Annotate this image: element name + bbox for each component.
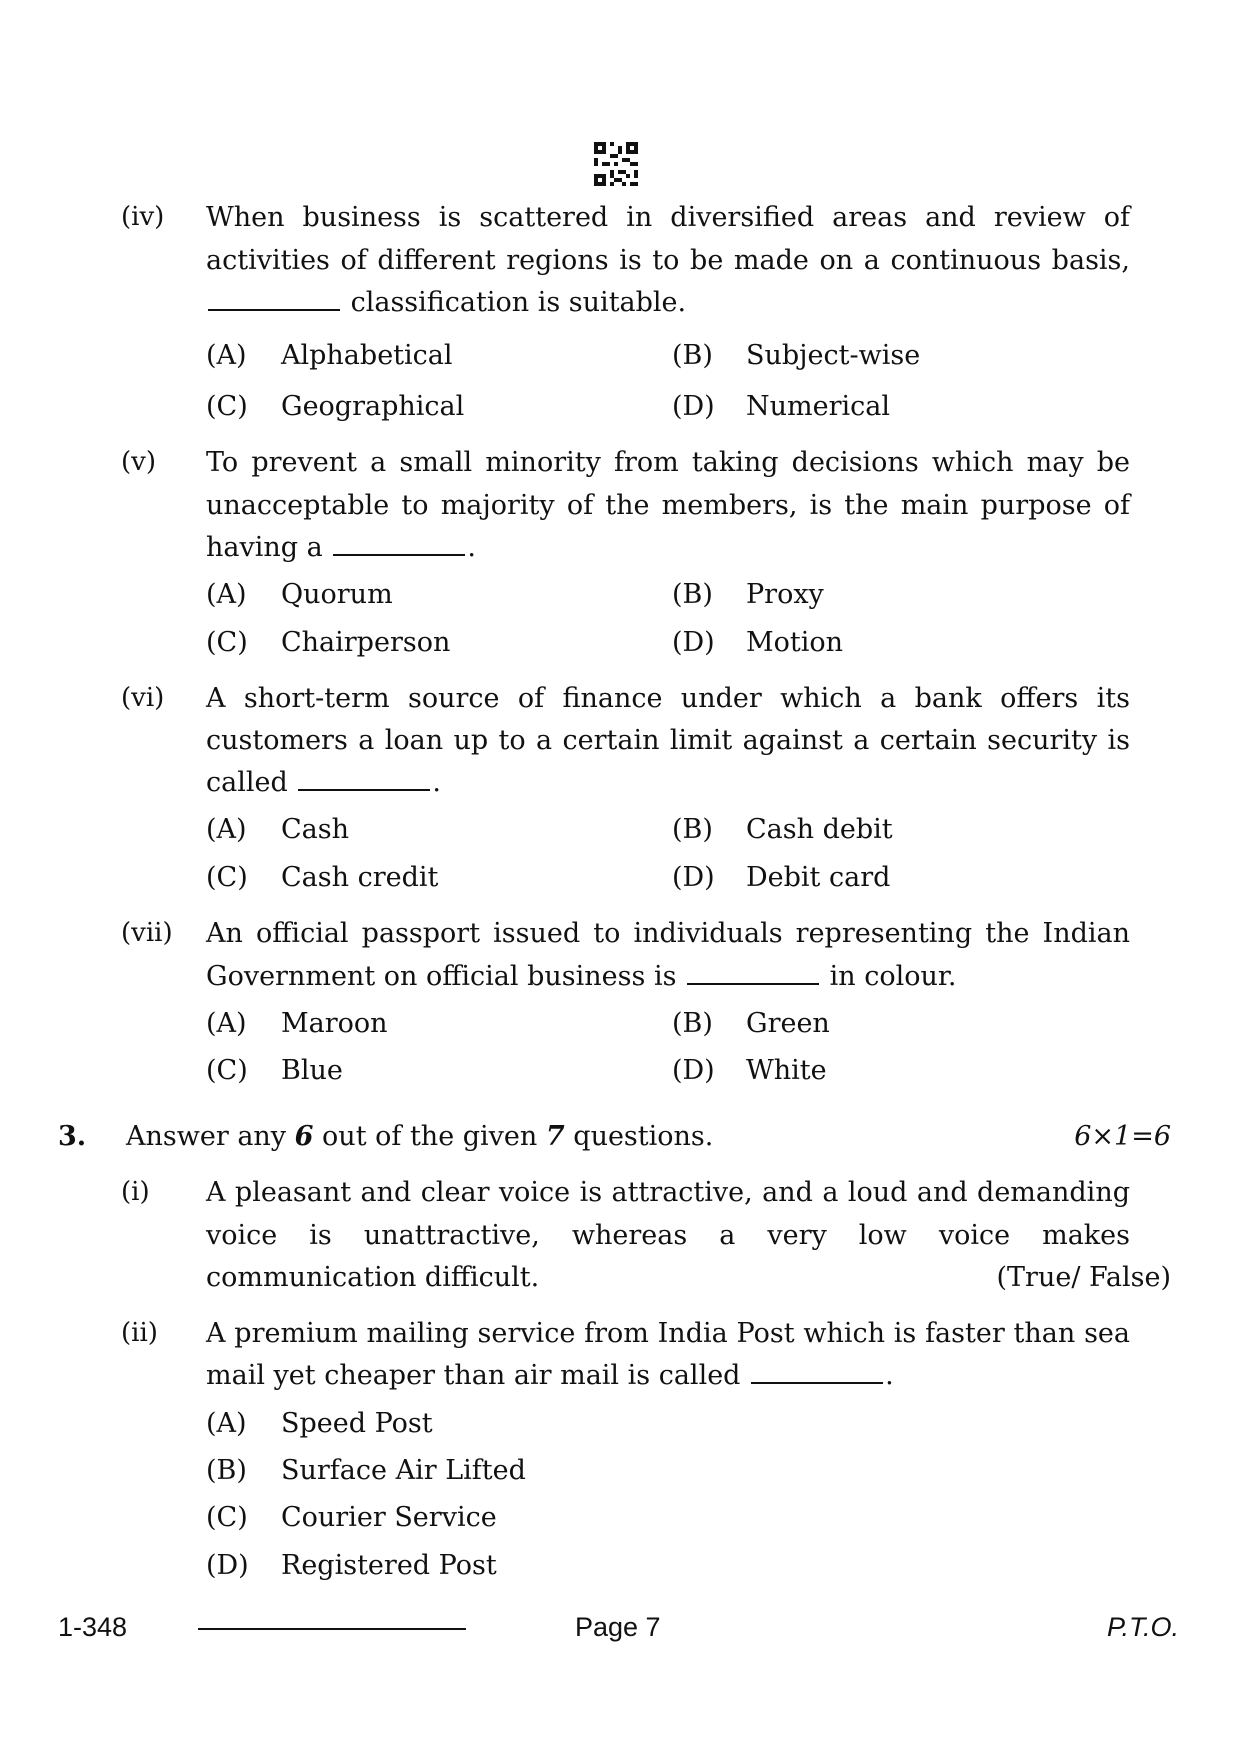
question-text-line: A short-term source of finance under which a bank offers its (206, 683, 1130, 714)
question-text: called (206, 767, 288, 798)
question-number: (vi) (121, 683, 165, 713)
question-text-line: unacceptable to majority of the members, is the main purpose of (206, 490, 1130, 521)
instruction-text: out of the given (322, 1121, 538, 1152)
question-number: (i) (121, 1177, 150, 1207)
option-text: Motion (746, 627, 844, 658)
option-letter: (A) (206, 579, 247, 610)
option-letter: (A) (206, 814, 247, 845)
answer-blank (298, 761, 430, 791)
option-text: Green (746, 1008, 830, 1039)
option-letter: (D) (672, 627, 715, 658)
option-text: Numerical (746, 391, 890, 422)
option-text: Maroon (281, 1008, 388, 1039)
question-text: . (885, 1360, 894, 1391)
paper-code: 1-348 (58, 1612, 128, 1642)
pto-label: P.T.O. (1106, 1612, 1179, 1642)
option-text: Quorum (281, 579, 393, 610)
question-text-line: A premium mailing service from India Post which is faster than sea (206, 1318, 1130, 1349)
option-letter: (C) (206, 1055, 248, 1086)
question-text-line (206, 526, 476, 569)
option-text: Cash debit (746, 814, 893, 845)
option-letter: (B) (672, 814, 713, 845)
option-letter: (B) (672, 340, 713, 371)
qr-code-icon (594, 142, 638, 186)
question-text: having a (206, 532, 323, 563)
option-letter: (D) (672, 391, 715, 422)
option-letter: (C) (206, 627, 248, 658)
option-letter: (D) (672, 1055, 715, 1086)
question-text-line: activities of different regions is to be made on a continuous basis, (206, 245, 1130, 276)
true-false-label: (True/ False) (996, 1262, 1171, 1293)
question-number: (vii) (121, 918, 173, 948)
answer-blank (333, 526, 465, 556)
option-text: Geographical (281, 391, 465, 422)
option-letter: (A) (206, 340, 247, 371)
question-text-line (206, 955, 956, 998)
question-number: 3. (58, 1121, 87, 1152)
question-text-line: voice is unattractive, whereas a very low voice makes (206, 1220, 1130, 1251)
question-text-line: When business is scattered in diversified areas and review of (206, 202, 1130, 233)
option-text: Proxy (746, 579, 824, 610)
question-text: Government on official business is (206, 961, 677, 992)
option-letter: (B) (672, 579, 713, 610)
page-number: Page 7 (575, 1612, 661, 1642)
option-letter: (D) (206, 1550, 249, 1581)
option-text: Alphabetical (281, 340, 453, 371)
question-text-line (206, 281, 686, 324)
answer-blank (208, 281, 340, 311)
answer-blank (687, 955, 819, 985)
option-text: Debit card (746, 862, 891, 893)
option-text: Chairperson (281, 627, 451, 658)
option-text: Cash credit (281, 862, 439, 893)
option-text: Courier Service (281, 1502, 497, 1533)
instruction-count: 7 (545, 1121, 565, 1152)
marks-label: 6×1=6 (1074, 1121, 1171, 1152)
option-letter: (C) (206, 1502, 248, 1533)
question-text: . (467, 532, 476, 563)
option-letter: (B) (206, 1455, 247, 1486)
instruction-count: 6 (294, 1121, 314, 1152)
option-text: Blue (281, 1055, 343, 1086)
question-instruction (126, 1115, 713, 1158)
question-text-line: communication difficult. (206, 1262, 540, 1293)
question-text: . (432, 767, 441, 798)
footer-divider (198, 1628, 466, 1630)
option-text: White (746, 1055, 827, 1086)
option-text: Registered Post (281, 1550, 497, 1581)
answer-blank (751, 1354, 883, 1384)
question-text-line (206, 1354, 894, 1397)
question-number: (v) (121, 447, 156, 477)
option-text: Cash (281, 814, 350, 845)
question-number: (iv) (121, 202, 165, 232)
question-text-line: To prevent a small minority from taking decisions which may be (206, 447, 1130, 478)
question-text-line: An official passport issued to individuals representing the Indian (206, 918, 1130, 949)
instruction-text: Answer any (126, 1121, 287, 1152)
question-text-line: customers a loan up to a certain limit against a certain security is (206, 725, 1130, 756)
option-text: Surface Air Lifted (281, 1455, 526, 1486)
question-text-line (206, 761, 441, 804)
option-text: Subject-wise (746, 340, 921, 371)
question-text: classification is suitable. (350, 287, 687, 318)
option-letter: (C) (206, 391, 248, 422)
question-text: in colour. (829, 961, 957, 992)
option-letter: (D) (672, 862, 715, 893)
option-letter: (B) (672, 1008, 713, 1039)
question-text: mail yet cheaper than air mail is called (206, 1360, 741, 1391)
option-text: Speed Post (281, 1408, 433, 1439)
question-number: (ii) (121, 1318, 158, 1348)
option-letter: (C) (206, 862, 248, 893)
question-text-line: A pleasant and clear voice is attractive, and a loud and demanding (206, 1177, 1130, 1208)
instruction-text: questions. (573, 1121, 714, 1152)
option-letter: (A) (206, 1408, 247, 1439)
option-letter: (A) (206, 1008, 247, 1039)
